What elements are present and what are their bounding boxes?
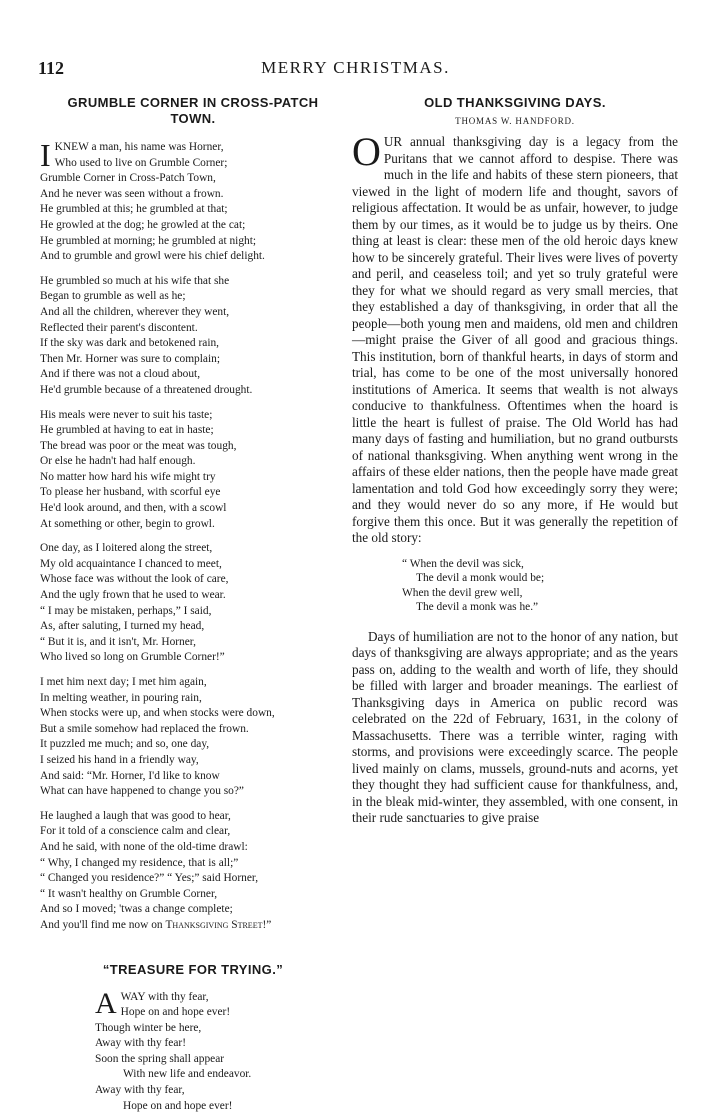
poem-line: WAY with thy fear, <box>95 990 346 1006</box>
poem-line: Though winter be here, <box>95 1021 346 1037</box>
poem-line: With new life and endeavor. <box>95 1067 346 1083</box>
poem-title <box>40 95 346 127</box>
poem-line: Hope on and hope ever! <box>95 1005 346 1021</box>
poem-line: He laughed a laugh that was good to hear, <box>40 809 346 825</box>
stanza-4 <box>40 541 346 666</box>
quote-line: The devil a monk would be; <box>402 571 678 586</box>
poem-line: One day, as I loitered along the street, <box>40 541 346 557</box>
quote-line: When the devil grew well, <box>402 586 678 601</box>
left-column <box>40 95 346 1114</box>
poem-line: He growled at the dog; he growled at the cat; <box>40 218 346 234</box>
poem-line: To please her husband, with scorful eye <box>40 485 346 501</box>
poem-line: If the sky was dark and betokened rain, <box>40 336 346 352</box>
right-column <box>352 95 678 827</box>
poem2-title: “TREASURE FOR TRYING.” <box>40 962 346 978</box>
poem-line: At something or other, begin to growl. <box>40 517 346 533</box>
stanza-1 <box>40 140 346 265</box>
poem-line: Reflected their parent's discontent. <box>40 321 346 337</box>
poem-line: And to grumble and growl were his chief delight. <box>40 249 346 265</box>
poem-line: As, after saluting, I turned my head, <box>40 619 346 635</box>
poem-line-last <box>40 918 346 934</box>
essay-title: OLD THANKSGIVING DAYS. <box>352 95 678 111</box>
poem-line: It puzzled me much; and so, one day, <box>40 737 346 753</box>
quote-line: “ When the devil was sick, <box>402 557 678 572</box>
poem-line: Who lived so long on Grumble Corner!” <box>40 650 346 666</box>
drop-cap: I <box>40 141 51 169</box>
poem-line: And all the children, wherever they went, <box>40 305 346 321</box>
poem-line: The bread was poor or the meat was tough, <box>40 439 346 455</box>
poem-line: “ Why, I changed my residence, that is all;” <box>40 856 346 872</box>
stanza-6 <box>40 809 346 934</box>
poem-grumble-corner <box>40 140 346 934</box>
poem-line: And so I moved; 'twas a change complete; <box>40 902 346 918</box>
last-line-suffix: !” <box>262 919 271 931</box>
poem-line: He'd grumble because of a threatened drought. <box>40 383 346 399</box>
poem-line: No matter how hard his wife might try <box>40 470 346 486</box>
stanza-3 <box>40 408 346 533</box>
poem-line: Began to grumble as well as he; <box>40 289 346 305</box>
drop-cap: O <box>352 136 381 168</box>
poem-line: What can have happened to change you so?” <box>40 784 346 800</box>
street-name: Thanksgiving Street <box>165 919 262 931</box>
poem-line: He grumbled at morning; he grumbled at night; <box>40 234 346 250</box>
poem-line: When stocks were up, and when stocks were down, <box>40 706 346 722</box>
poem-line: His meals were never to suit his taste; <box>40 408 346 424</box>
poem-line: And if there was not a cloud about, <box>40 367 346 383</box>
quote-line: The devil a monk was he.” <box>402 600 678 615</box>
poem-treasure-for-trying <box>95 990 346 1114</box>
poem-line: Who used to live on Grumble Corner; <box>40 156 346 172</box>
stanza-5 <box>40 675 346 800</box>
poem-line: And he never was seen without a frown. <box>40 187 346 203</box>
poem-line: But a smile somehow had replaced the frown. <box>40 722 346 738</box>
poem-line: And the ugly frown that he used to wear. <box>40 588 346 604</box>
last-line-prefix: And you'll find me now on <box>40 919 165 931</box>
poem-line: KNEW a man, his name was Horner, <box>40 140 346 156</box>
poem-line: He grumbled so much at his wife that she <box>40 274 346 290</box>
poem-line: Or else he hadn't had half enough. <box>40 454 346 470</box>
poem-line: Hope on and hope ever! <box>95 1099 346 1114</box>
running-title: MERRY CHRISTMAS. <box>0 58 711 78</box>
poem-line: And he said, with none of the old-time drawl: <box>40 840 346 856</box>
poem-line: Away with thy fear! <box>95 1036 346 1052</box>
byline: THOMAS W. HANDFORD. <box>352 116 678 126</box>
poem-line: I seized his hand in a friendly way, <box>40 753 346 769</box>
poem-line: Whose face was without the look of care, <box>40 572 346 588</box>
poem-line: Grumble Corner in Cross-Patch Town, <box>40 171 346 187</box>
poem-line: Soon the spring shall appear <box>95 1052 346 1068</box>
drop-cap: A <box>95 991 117 1017</box>
poem-title-line1: GRUMBLE CORNER IN CROSS-PATCH <box>68 95 319 110</box>
paragraph-text: UR annual thanksgiving day is a legacy from the Puritans that we cannot afford to despise. There was much in the life and habits of these stern pioneers, that viewed in the light of modern life and thought, savors of religious affectation. It would be as unfair, however, to judge them by our times, as it would be to judge us by theirs. One thing at least is clear: these men of the old heroic days knew how to be sincerely grateful. Their lives were lives of poverty and peril, and ceaseless toil; and yet so truly grateful were they for what we should regard as very small mercies, that they established a day of thanksgiving, in order that all the people—both young men and maidens, old men and children—might praise the Giver of all good and gracious things. This institution, born of thankful hearts, in days of storm and trial, has come to be one of the most universally honored institutions of America. It seems that wealth is not always conducive to thankfulness. Oftentimes when the hoard is little the heart is fullest of praise. The Old World has had many days of fasting and humiliation, but no grand outbursts of national thanksgiving. When anything went wrong in the affairs of these elder nations, then the people have made great lamentation and told God how exceedingly sorry they were; and they would never do so any more, if He would but forgive them this once. But it was generally the repetition of the old story: <box>352 134 678 545</box>
poem-line: “ I may be mistaken, perhaps,” I said, <box>40 604 346 620</box>
poem-line: He grumbled at having to eat in haste; <box>40 423 346 439</box>
poem-line: In melting weather, in pouring rain, <box>40 691 346 707</box>
poem-line: Away with thy fear, <box>95 1083 346 1099</box>
poem-line: He'd look around, and then, with a scowl <box>40 501 346 517</box>
stanza-2 <box>40 274 346 399</box>
page-number: 112 <box>38 58 64 79</box>
poem-line: For it told of a conscience calm and clear, <box>40 824 346 840</box>
verse-quote <box>402 557 678 615</box>
poem-title-line2: TOWN. <box>170 111 215 126</box>
poem-line: “ It wasn't healthy on Grumble Corner, <box>40 887 346 903</box>
poem-line: Then Mr. Horner was sure to complain; <box>40 352 346 368</box>
poem-line: He grumbled at this; he grumbled at that; <box>40 202 346 218</box>
poem-line: And said: “Mr. Horner, I'd like to know <box>40 769 346 785</box>
poem-line: I met him next day; I met him again, <box>40 675 346 691</box>
poem-line: “ But it is, and it isn't, Mr. Horner, <box>40 635 346 651</box>
page-header <box>0 58 711 84</box>
essay-paragraph-2: Days of humiliation are not to the honor of any nation, but days of thanksgiving are always appropriate; and as the years pass on, adding to the wealth and worth of life, they should be filled with larger and broader meanings. The earliest of Thanksgiving days in America on public record was celebrated on the 22d of February, 1631, in the colony of Massachusetts. There was a terrible winter, raging with storms, and provisions were exceedingly scarce. The people lived mainly on clams, mussels, ground-nuts and acorns, yet they thought they had sufficient cause for thankfulness, and, in the bleak mid-winter, they assembled, with one consent, in their rude sanctuaries to give praise <box>352 629 678 827</box>
essay-paragraph-1 <box>352 134 678 547</box>
poem-line: My old acquaintance I chanced to meet, <box>40 557 346 573</box>
poem-line: “ Changed you residence?” “ Yes;” said Horner, <box>40 871 346 887</box>
